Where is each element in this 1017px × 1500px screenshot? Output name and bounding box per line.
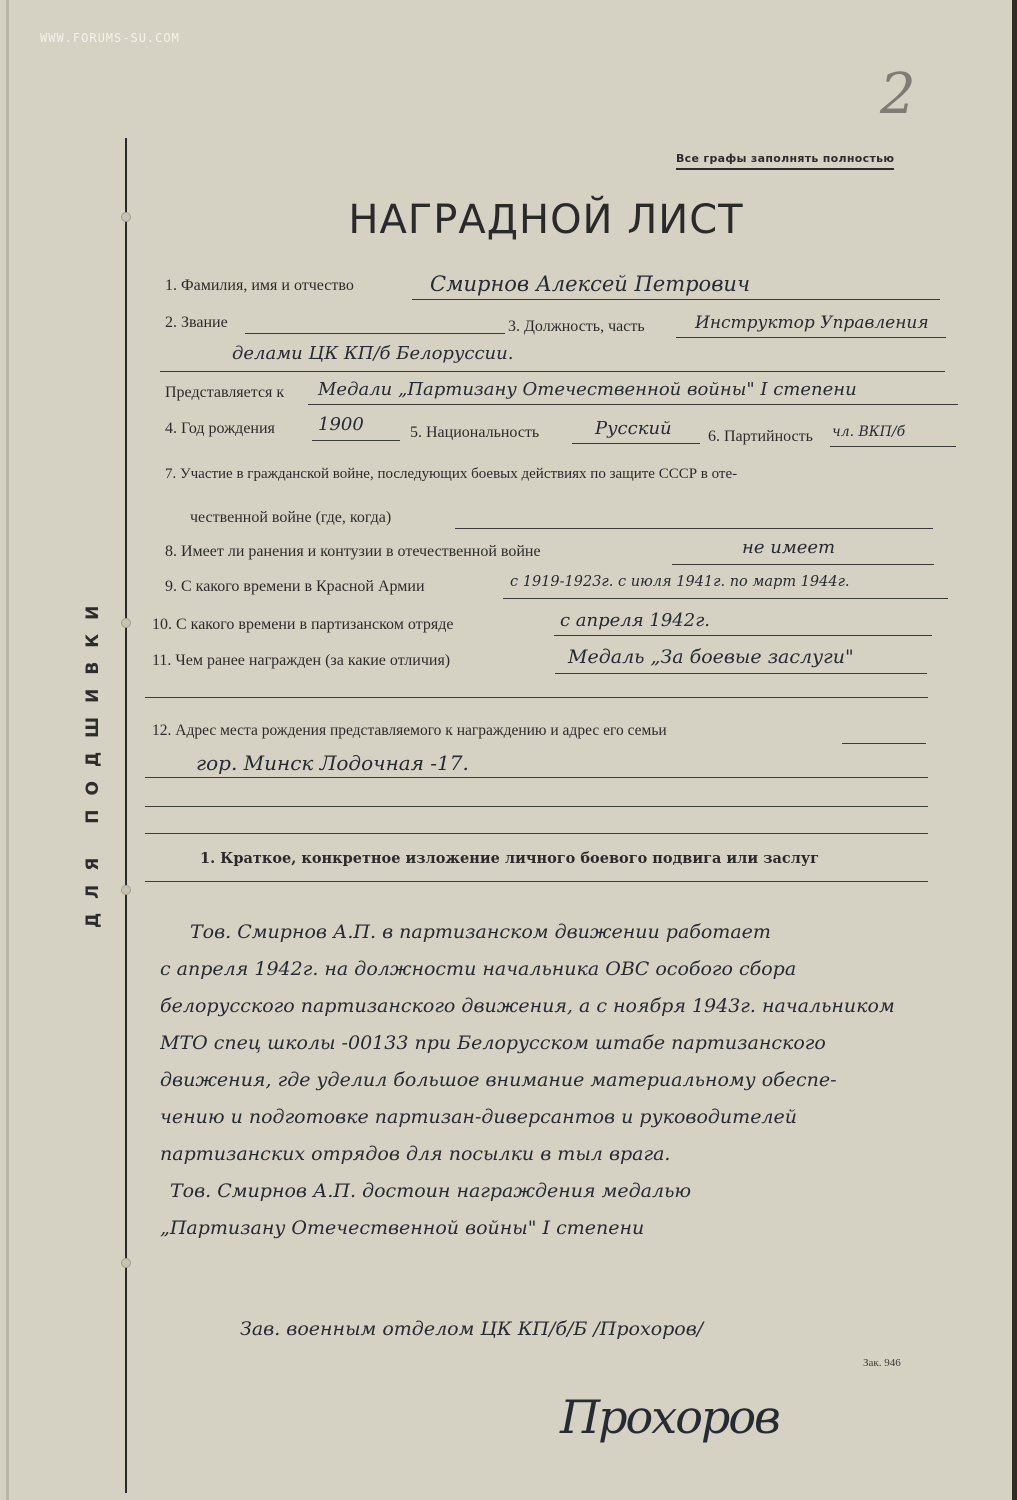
narrative-line: „Партизану Отечественной войны" I степени (160, 1217, 645, 1239)
field-11-value: Медаль „За боевые заслуги" (568, 646, 854, 668)
narrative-line: партизанских отрядов для посылки в тыл врага. (160, 1143, 671, 1165)
field-11-label: 11. Чем ранее награжден (за какие отличия) (152, 652, 451, 669)
field-4-label: 4. Год рождения (165, 420, 275, 437)
field-3-rule-2 (160, 371, 945, 372)
field-5-value: Русский (595, 418, 672, 439)
field-10-rule (554, 635, 932, 636)
field-12-rule (842, 743, 926, 744)
form-title: НАГРАДНОЙ ЛИСТ (348, 197, 744, 243)
field-6-value: чл. ВКП/б (832, 424, 906, 440)
binding-label: ДЛЯ ПОДШИВКИ (83, 591, 103, 929)
watermark: WWW.FORUMS-SU.COM (40, 31, 180, 45)
field-2-rule (245, 333, 505, 334)
field-1-label: 1. Фамилия, имя и отчество (165, 277, 354, 294)
field-1-value: Смирнов Алексей Петрович (430, 272, 751, 296)
field-9-value: с 1919-1923г. с июля 1941г. по март 1944г. (510, 574, 850, 590)
field-8-rule (672, 564, 934, 565)
field-8-label: 8. Имеет ли ранения и контузии в отечественной войне (165, 543, 541, 560)
field-12-label: 12. Адрес места рождения представляемого к награждению и адрес его семьи (152, 722, 667, 739)
field-11-rule (555, 673, 927, 674)
field-7-label-line1: 7. Участие в гражданской войне, последующих боевых действиях по защите СССР в оте- (165, 466, 738, 482)
narrative-line: чению и подготовке партизан-диверсантов и руководителей (160, 1106, 798, 1128)
field-3-value-line2: делами ЦК КП/б Белоруссии. (232, 343, 514, 364)
field-5-label: 5. Национальность (410, 424, 540, 441)
field-6-label: 6. Партийность (708, 428, 813, 445)
presented-rule (308, 404, 958, 405)
narrative-line: с апреля 1942г. на должности начальника ОВС особого сбора (160, 958, 797, 980)
page-number: 2 (880, 62, 916, 127)
narrative (160, 914, 975, 1247)
field-2-label: 2. Звание (165, 314, 228, 331)
binding-hole (121, 1258, 131, 1268)
narrative-line: движения, где уделил большое внимание материальному обеспе- (160, 1069, 837, 1091)
order-number: Зак. 946 (863, 1357, 901, 1369)
binding-line (125, 138, 127, 1493)
field-7-label-line2: чественной войне (где, когда) (190, 509, 392, 526)
field-11-rule-2 (145, 697, 928, 698)
field-12-rule-2 (145, 777, 928, 778)
field-9-label: 9. С какого времени в Красной Армии (165, 578, 425, 595)
field-10-value: с апреля 1942г. (560, 610, 711, 631)
field-4-rule (312, 440, 400, 441)
field-6-rule (830, 446, 956, 447)
signature-title: Зав. военным отделом ЦК КП/б/Б /Прохоров/ (240, 1318, 704, 1340)
field-3-rule (676, 337, 946, 338)
field-12-rule-4 (145, 833, 928, 834)
narrative-line: белорусского партизанского движения, а с ноября 1943г. начальником (160, 995, 895, 1017)
field-8-value: не имеет (742, 537, 836, 558)
presented-label: Представляется к (165, 384, 285, 401)
narrative-line: Тов. Смирнов А.П. в партизанском движении работает (190, 921, 771, 943)
narrative-line: Тов. Смирнов А.П. достоин награждения медалью (170, 1180, 692, 1202)
field-7-rule (455, 528, 933, 529)
signature: Прохоров (560, 1390, 779, 1444)
field-9-rule (503, 598, 948, 599)
field-4-value: 1900 (318, 414, 364, 435)
fill-instruction: Все графы заполнять полностью (676, 152, 894, 170)
field-10-label: 10. С какого времени в партизанском отряде (152, 616, 454, 633)
field-3-value-line1: Инструктор Управления (695, 313, 929, 333)
field-3-label: 3. Должность, часть (508, 318, 645, 335)
presented-value: Медали „Партизану Отечественной войны" I степени (318, 379, 857, 400)
field-1-rule (412, 299, 940, 300)
section-heading: 1. Краткое, конкретное изложение личного боевого подвига или заслуг (200, 850, 820, 867)
section-rule (145, 881, 928, 882)
field-5-rule (572, 443, 700, 444)
field-12-rule-3 (145, 806, 928, 807)
field-12-value: гор. Минск Лодочная -17. (196, 751, 469, 775)
narrative-line: МТО спец школы -00133 при Белорусском штабе партизанского (160, 1032, 826, 1054)
